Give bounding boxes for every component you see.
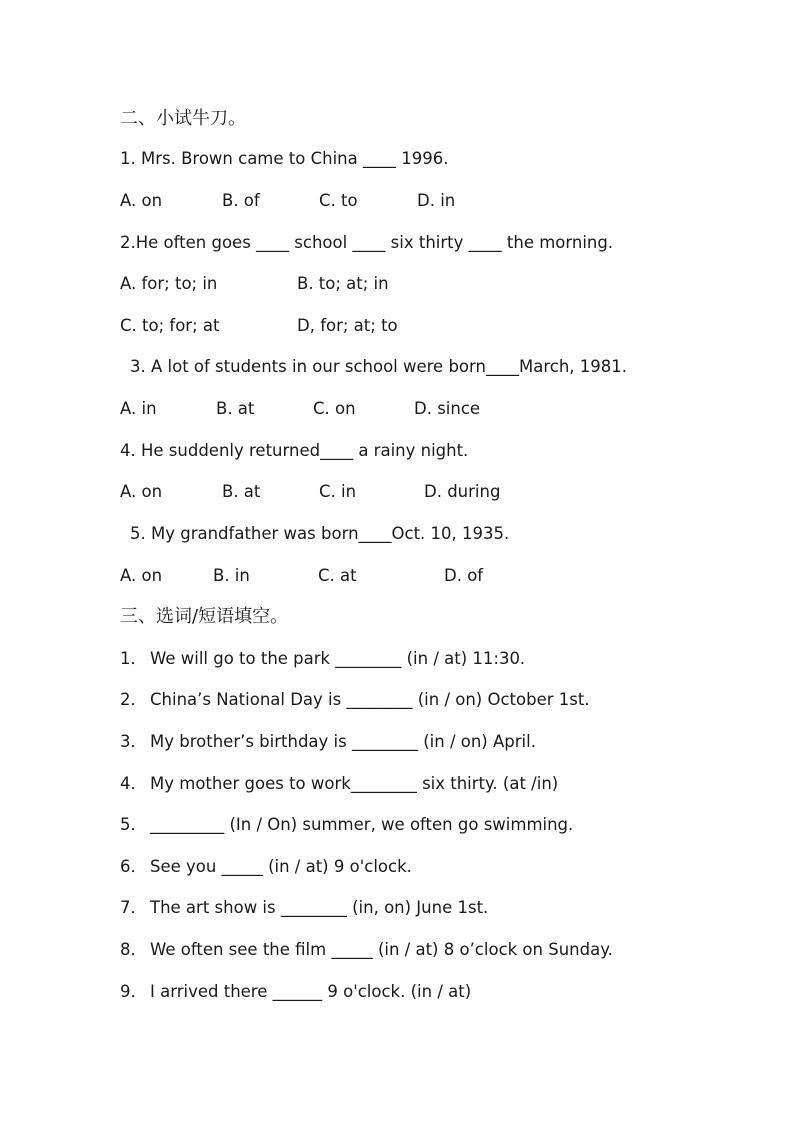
question-2-option-a: A. for; to; in [120,274,218,293]
fill-item-1-number: 1． [120,649,147,668]
question-2-text: 2.He often goes ____ school ____ six thirty ____ the morning. [120,233,614,252]
question-3-option-c: C. on [313,399,356,418]
fill-item-9-number: 9． [120,982,147,1001]
question-2-option-b: B. to; at; in [297,274,389,293]
question-1-option-b: B. of [222,191,260,210]
question-5-option-d: D. of [444,566,484,585]
question-2-option-d: D, for; at; to [297,316,398,335]
section-heading-3: 三、选词/短语填空。 [120,606,289,627]
question-5-option-b: B. in [213,566,250,585]
question-3-text: 3. A lot of students in our school were born____March, 1981. [130,357,627,376]
fill-item-3-text: My brother’s birthday is ________ (in / on) April. [150,732,536,751]
question-4-option-a: A. on [120,482,163,501]
fill-item-5-number: 5． [120,815,147,834]
fill-item-4-text: My mother goes to work________ six thirty. (at /in) [150,774,559,793]
question-1-option-c: C. to [319,191,358,210]
fill-item-2-text: China’s National Day is ________ (in / on) October 1st. [150,690,590,709]
question-5-option-a: A. on [120,566,163,585]
question-1-text: 1. Mrs. Brown came to China ____ 1996. [120,149,449,168]
question-3-option-a: A. in [120,399,157,418]
fill-item-8-number: 8． [120,940,147,959]
question-4-text: 4. He suddenly returned____ a rainy night. [120,441,469,460]
fill-item-6-number: 6． [120,857,147,876]
question-5-option-c: C. at [318,566,357,585]
fill-item-5-text: _________ (In / On) summer, we often go swimming. [150,815,574,834]
question-1-option-a: A. on [120,191,163,210]
question-1-option-d: D. in [417,191,456,210]
fill-item-3-number: 3． [120,732,147,751]
fill-item-6-text: See you _____ (in / at) 9 o'clock. [150,857,412,876]
fill-item-7-number: 7． [120,898,147,917]
question-2-option-c: C. to; for; at [120,316,220,335]
question-4-option-c: C. in [319,482,357,501]
section-heading-2: 二、小试牛刀。 [120,108,246,129]
fill-item-1-text: We will go to the park ________ (in / at) 11:30. [150,649,526,668]
question-5-text: 5. My grandfather was born____Oct. 10, 1935. [130,524,510,543]
question-4-option-d: D. during [424,482,501,501]
question-4-option-b: B. at [222,482,261,501]
fill-item-7-text: The art show is ________ (in, on) June 1st. [150,898,489,917]
question-3-option-b: B. at [216,399,255,418]
question-3-option-d: D. since [414,399,481,418]
fill-item-4-number: 4． [120,774,147,793]
fill-item-8-text: We often see the film _____ (in / at) 8 o’clock on Sunday. [150,940,613,959]
fill-item-2-number: 2． [120,690,147,709]
fill-item-9-text: I arrived there ______ 9 o'clock. (in / at) [150,982,472,1001]
